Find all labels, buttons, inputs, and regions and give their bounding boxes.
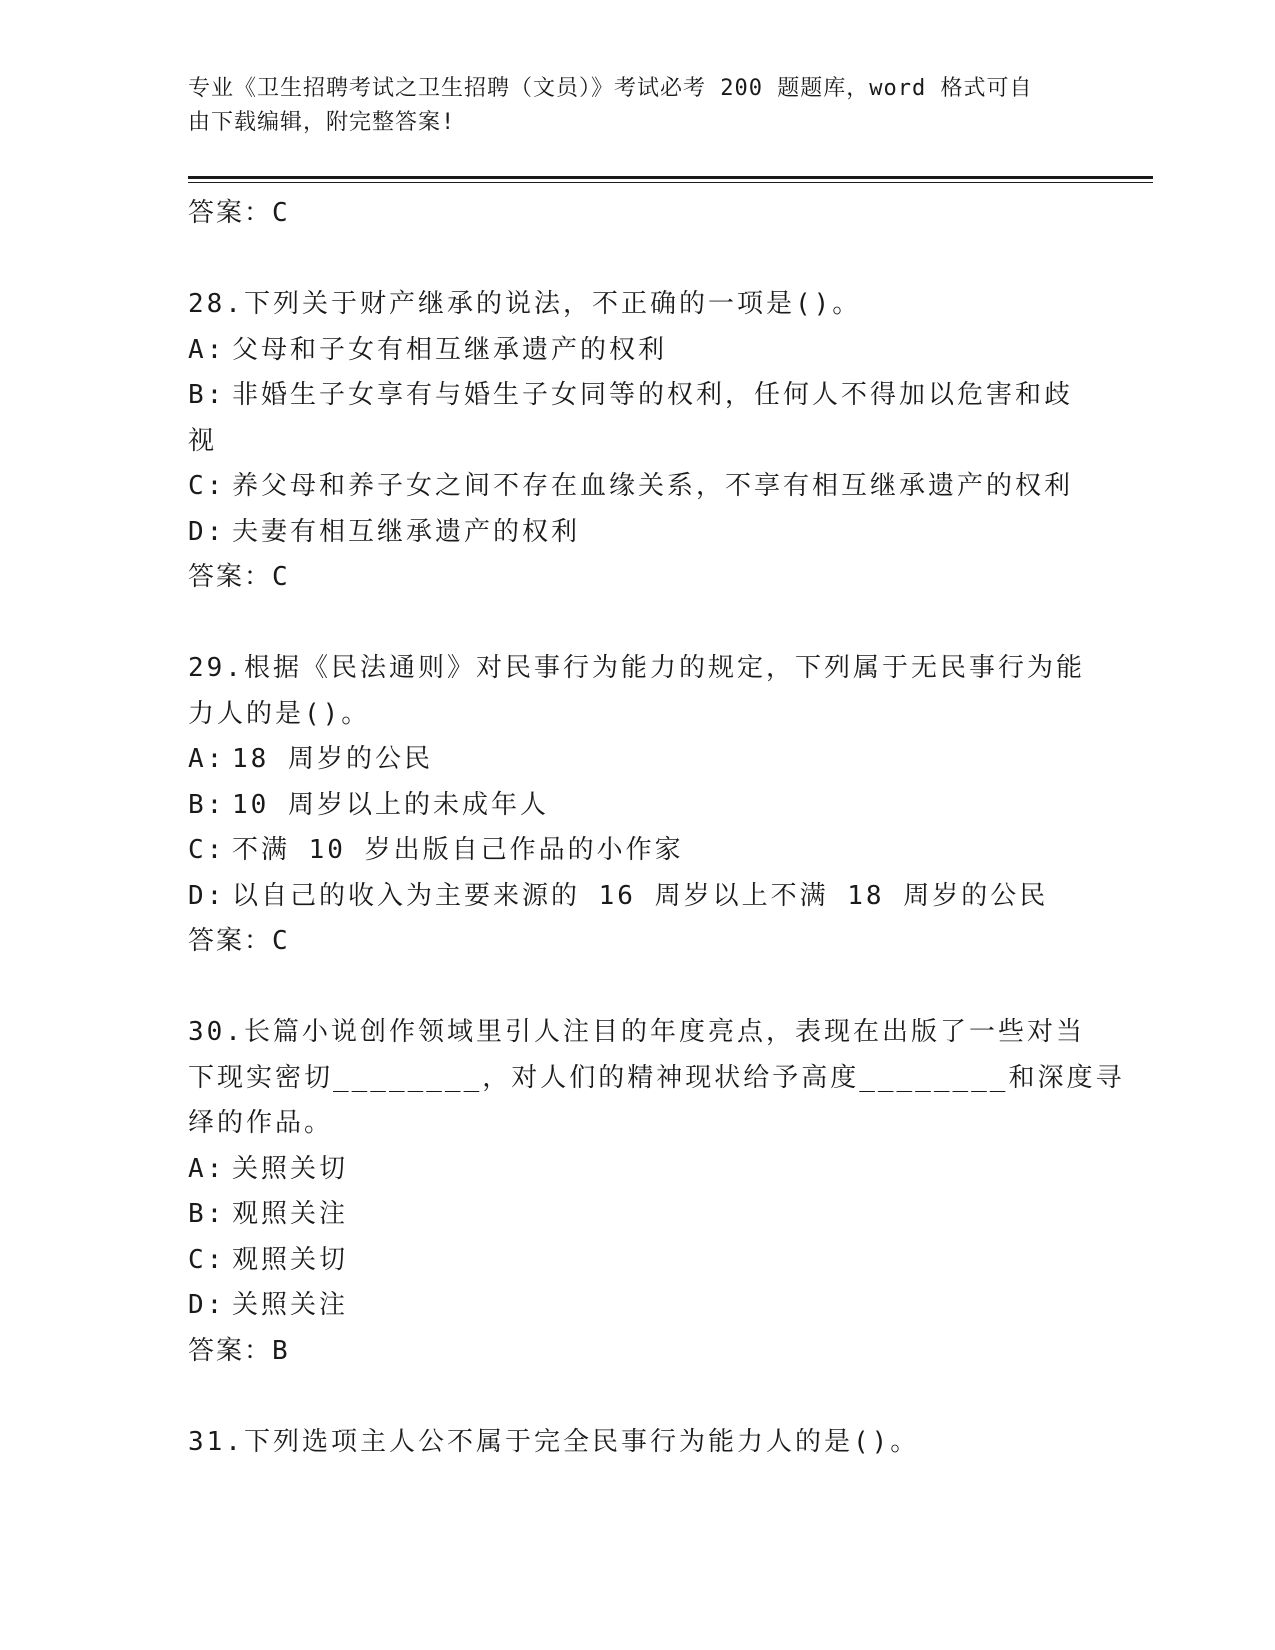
spacer xyxy=(188,237,1088,283)
answer-line: 答案：C xyxy=(188,562,290,592)
answer-line: 答案：B xyxy=(188,1335,290,1366)
option-b-continued: 视 xyxy=(188,425,218,456)
option-text: 18 周岁的公民 xyxy=(232,744,433,774)
question-text-continued: 绎的作品。 xyxy=(188,1108,334,1138)
question-block xyxy=(188,1010,1125,1374)
option-label: A: xyxy=(188,744,226,774)
option-c xyxy=(188,1238,1088,1284)
option-text: 关照关切 xyxy=(232,1153,349,1184)
question-text-continued: 下现实密切________，对人们的精神现状给予高度________和深度寻 xyxy=(188,1062,1125,1093)
option-text: 观照关切 xyxy=(232,1244,349,1275)
header-line: 由下载编辑，附完整答案! xyxy=(188,110,456,135)
spacer xyxy=(188,965,1088,1011)
option-label: D: xyxy=(188,1290,226,1320)
option-text: 关照关注 xyxy=(232,1290,349,1320)
option-text: 夫妻有相互继承遗产的权利 xyxy=(232,516,581,547)
question-text: 29.根据《民法通则》对民事行为能力的规定，下列属于无民事行为能 xyxy=(188,653,1085,683)
question-text: 31.下列选项主人公不属于完全民事行为能力人的是()。 xyxy=(188,1426,920,1457)
question-block xyxy=(188,282,1088,601)
header-rule-thin xyxy=(188,182,1153,183)
option-b xyxy=(188,373,1088,419)
option-text: 观照关注 xyxy=(232,1199,349,1229)
answer-line: 答案：C xyxy=(188,198,290,228)
option-a xyxy=(188,737,1088,783)
option-text: 父母和子女有相互继承遗产的权利 xyxy=(232,334,668,365)
question-block xyxy=(188,646,1088,965)
option-label: A: xyxy=(188,1153,226,1184)
option-label: D: xyxy=(188,516,226,547)
spacer xyxy=(188,1374,1088,1420)
option-text: 不满 10 岁出版自己作品的小作家 xyxy=(232,835,684,865)
option-a xyxy=(188,328,1088,374)
option-d xyxy=(188,510,1088,556)
answer-line: 答案：C xyxy=(188,926,290,956)
option-text: 养父母和养子女之间不存在血缘关系，不享有相互继承遗产的权利 xyxy=(232,471,1074,501)
option-text: 非婚生子女享有与婚生子女同等的权利，任何人不得加以危害和歧 xyxy=(232,380,1074,410)
option-label: D: xyxy=(188,880,226,911)
option-c xyxy=(188,828,1088,874)
option-c xyxy=(188,464,1088,510)
option-label: B: xyxy=(188,1199,226,1229)
option-label: B: xyxy=(188,380,226,410)
option-d xyxy=(188,874,1088,920)
question-text: 28.下列关于财产继承的说法，不正确的一项是()。 xyxy=(188,289,862,319)
option-b xyxy=(188,1192,1088,1238)
question-text-continued: 力人的是()。 xyxy=(188,698,371,729)
document-header xyxy=(188,72,1068,140)
option-label: C: xyxy=(188,471,226,501)
header-rule-thick xyxy=(188,176,1153,179)
option-label: B: xyxy=(188,789,226,820)
header-line: 专业《卫生招聘考试之卫生招聘（文员）》考试必考 200 题题库，word 格式可自 xyxy=(188,76,1033,101)
option-text: 10 周岁以上的未成年人 xyxy=(232,789,549,820)
option-a xyxy=(188,1147,1088,1193)
option-label: A: xyxy=(188,334,226,365)
option-b xyxy=(188,783,1088,829)
question-list xyxy=(188,191,1125,1465)
question-text: 30.长篇小说创作领域里引人注目的年度亮点，表现在出版了一些对当 xyxy=(188,1017,1085,1047)
option-d xyxy=(188,1283,1088,1329)
option-label: C: xyxy=(188,835,226,865)
option-label: C: xyxy=(188,1244,226,1275)
question-block xyxy=(188,1420,1088,1466)
spacer xyxy=(188,601,1088,647)
option-text: 以自己的收入为主要来源的 16 周岁以上不满 18 周岁的公民 xyxy=(232,880,1049,911)
